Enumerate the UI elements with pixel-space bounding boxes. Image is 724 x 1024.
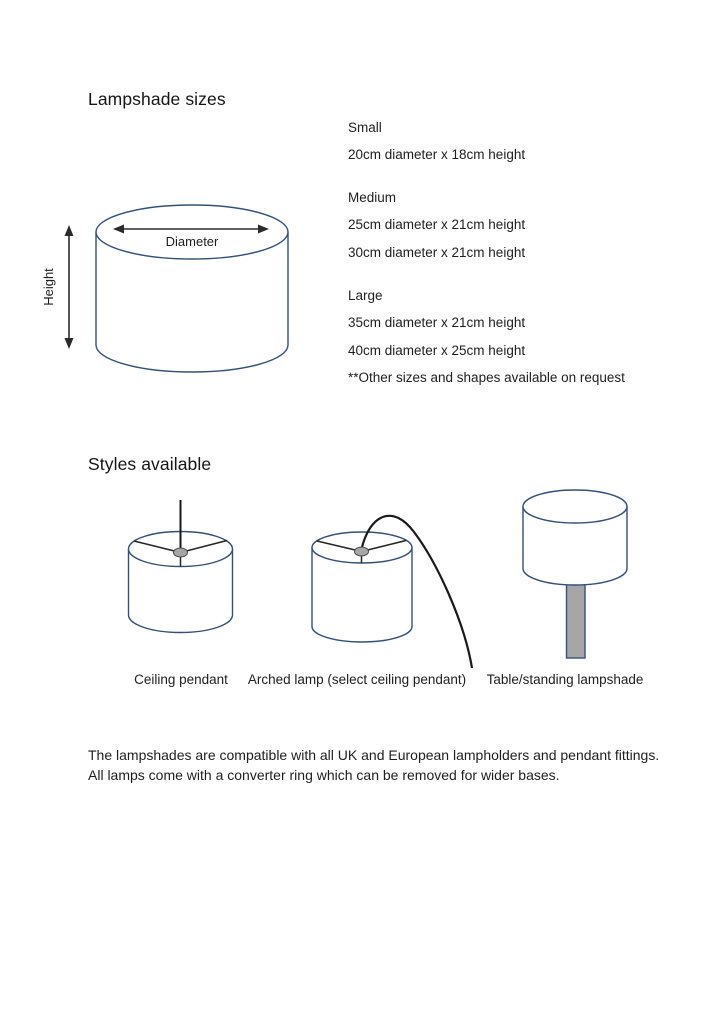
size-group-small-label: Small <box>348 120 382 135</box>
size-group-large-label: Large <box>348 288 383 303</box>
table-lamp-post <box>567 580 586 658</box>
size-large-dimension-1: 35cm diameter x 21cm height <box>348 315 526 330</box>
size-small-dimension: 20cm diameter x 18cm height <box>348 147 526 162</box>
arched-lamp-figure <box>312 516 472 668</box>
caption-ceiling-pendant: Ceiling pendant <box>134 672 228 687</box>
ceiling-pendant-figure <box>129 500 233 633</box>
size-medium-dimension-2: 30cm diameter x 21cm height <box>348 245 526 260</box>
arched-lamp-hub <box>355 547 369 556</box>
height-arrowhead-top <box>65 225 74 236</box>
height-arrowhead-bottom <box>65 338 74 349</box>
caption-table-lamp: Table/standing lampshade <box>486 672 644 687</box>
size-group-medium-label: Medium <box>348 190 397 205</box>
footer-line-1: The lampshades are compatible with all UK and European lampholders and pendant fittings. <box>88 747 660 763</box>
size-large-dimension-2: 40cm diameter x 25cm height <box>348 343 526 358</box>
ceiling-pendant-hub <box>174 548 188 557</box>
table-lamp-figure <box>523 490 627 658</box>
footer-paragraph <box>88 745 659 785</box>
diameter-label: Diameter <box>165 234 219 249</box>
height-label: Height <box>41 268 56 306</box>
caption-arched-lamp: Arched lamp (select ceiling pendant) <box>247 672 467 687</box>
lampshade-dimension-diagram <box>36 195 312 390</box>
footer-line-2: All lamps come with a converter ring which can be removed for wider bases. <box>88 767 560 783</box>
table-lamp-top-ellipse <box>523 490 627 523</box>
lamp-style-illustrations <box>80 480 700 675</box>
styles-section-title: Styles available <box>88 454 212 474</box>
sizes-section-title: Lampshade sizes <box>88 89 226 109</box>
size-medium-dimension-1: 25cm diameter x 21cm height <box>348 217 526 232</box>
other-sizes-note: **Other sizes and shapes available on request <box>348 370 625 385</box>
